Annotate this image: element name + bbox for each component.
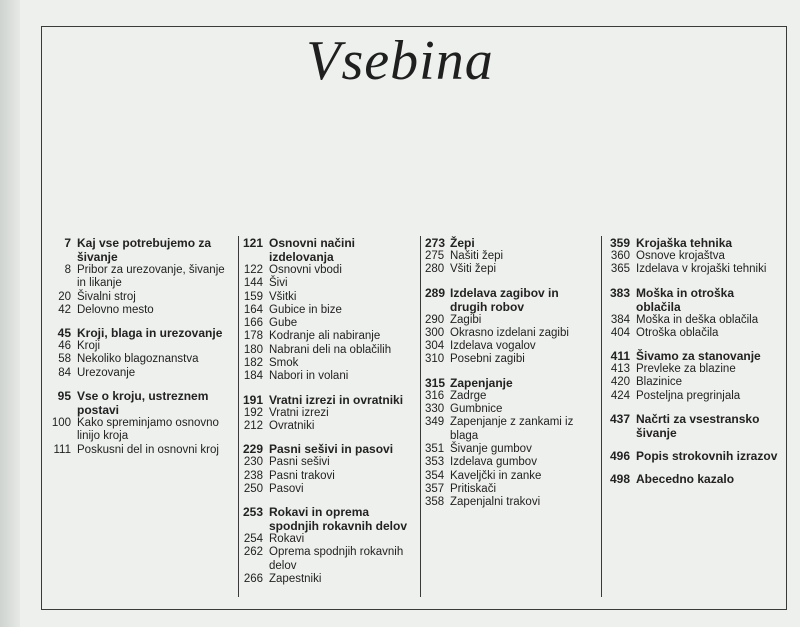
toc-entry-page: 230 (243, 456, 263, 469)
toc-entry-title: Izdelava gumbov (450, 456, 537, 469)
toc-chapter (47, 389, 225, 417)
toc-section (602, 412, 782, 440)
toc-entry-page: 349 (425, 416, 445, 429)
toc-entry-page: 353 (425, 456, 445, 469)
toc-column-4 (601, 236, 782, 597)
toc-entry-page: 178 (243, 330, 263, 343)
toc-entry-title: Osnove krojaštva (636, 250, 725, 262)
toc-entry-title: Moška in deška oblačila (636, 313, 759, 326)
toc-entry-page: 280 (425, 263, 445, 276)
toc-section (602, 349, 782, 403)
toc-entry-page: 192 (243, 406, 263, 419)
toc-entry (239, 546, 415, 573)
toc-chapter-page: 411 (610, 349, 630, 364)
toc-chapter (421, 236, 591, 250)
toc-entry-page: 404 (610, 326, 630, 339)
page-title: Vsebina (306, 30, 494, 92)
toc-entry (47, 353, 225, 366)
toc-entry-title: Posteljna pregrinjala (636, 389, 741, 402)
toc-entry-title: Zapenjalni trakovi (450, 496, 541, 509)
toc-entry-page: 384 (610, 313, 630, 326)
toc-chapter-page: 289 (425, 285, 446, 300)
toc-entry-title: Nabori in volani (269, 370, 349, 383)
toc-entry-title: Oprema spodnjih rokavnih delov (269, 546, 404, 572)
toc-entry-page: 413 (610, 363, 630, 376)
toc-entry (602, 250, 782, 263)
toc-entry-title: Prevleke za blazine (636, 363, 736, 376)
toc-entry (421, 250, 591, 263)
toc-entry-page: 111 (53, 443, 71, 456)
toc-entry-page: 262 (243, 546, 263, 559)
toc-entry (421, 314, 591, 327)
toc-entry-page: 300 (425, 326, 445, 339)
toc-section (239, 236, 415, 384)
toc-entry-title: Urezovanje (77, 366, 136, 379)
toc-entry-page: 424 (610, 389, 630, 402)
toc-entry-title: Gube (269, 317, 298, 330)
toc-entry-title: Všiti žepi (450, 263, 497, 276)
toc-entry-title: Delovno mesto (77, 303, 154, 316)
toc-entry (239, 330, 415, 343)
toc-entry-title: Zagibi (450, 313, 482, 326)
toc-chapter (47, 326, 225, 340)
toc-chapter-page: 45 (57, 326, 71, 341)
toc-entry-title: Všitki (269, 290, 297, 303)
toc-chapter (602, 286, 782, 314)
toc-entry (239, 370, 415, 383)
toc-entry (602, 327, 782, 340)
toc-column-2 (238, 236, 415, 597)
toc-entry (421, 353, 591, 366)
toc-entry (239, 420, 415, 433)
toc-chapter-page: 253 (243, 505, 264, 520)
toc-chapter-title: Pasni sešivi in pasovi (269, 442, 394, 457)
toc-entry-title: Zadrge (450, 389, 487, 402)
toc-entry-title: Zapestniki (269, 573, 322, 586)
toc-entry-page: 310 (425, 353, 445, 366)
toc-entry-title: Pribor za urezovanje, šivanje in likanje (77, 264, 225, 290)
toc-chapter-title: Zapenjanje (450, 375, 513, 390)
toc-section (239, 505, 415, 586)
toc-entry-page: 100 (51, 417, 71, 430)
toc-chapter (602, 472, 782, 486)
toc-entry-title: Smok (269, 357, 299, 370)
toc-entry-page: 212 (243, 419, 263, 432)
toc-entry-page: 266 (243, 573, 263, 586)
toc-chapter-page: 7 (64, 236, 71, 250)
toc-chapter-title: Načrti za vsestransko šivanje (636, 412, 760, 441)
toc-entry (421, 456, 591, 469)
toc-entry-page: 164 (243, 303, 263, 316)
toc-entry-page: 250 (243, 482, 263, 495)
toc-section (239, 442, 415, 496)
toc-chapter-title: Žepi (450, 236, 475, 250)
toc-chapter (602, 449, 782, 463)
toc-entry-page: 238 (243, 469, 263, 482)
toc-chapter-title: Krojaška tehnika (636, 236, 733, 250)
toc-chapter-page: 383 (609, 285, 630, 300)
toc-entry (602, 390, 782, 403)
toc-section (47, 326, 225, 380)
toc-chapter (239, 236, 415, 264)
toc-entry (602, 363, 782, 376)
toc-entry-page: 42 (58, 303, 71, 316)
toc-entry-title: Šivalni stroj (77, 290, 136, 303)
toc-entry-page: 316 (425, 389, 445, 402)
toc-entry (47, 444, 225, 457)
toc-entry (239, 357, 415, 370)
toc-chapter-title: Izdelava zagibov in drugih robov (450, 285, 559, 314)
toc-entry (239, 456, 415, 469)
toc-entry-title: Gubice in bize (269, 303, 342, 316)
toc-entry-page: 159 (243, 290, 263, 303)
toc-section (239, 393, 415, 434)
toc-entry-title: Pasovi (269, 482, 304, 495)
toc-chapter-title: Osnovni načini izdelovanja (269, 236, 356, 264)
toc-entry-page: 46 (58, 340, 71, 353)
toc-entry-title: Osnovni vbodi (269, 264, 342, 276)
toc-entry-title: Vratni izrezi (269, 406, 329, 419)
toc-entry-title: Zapenjanje z zankami iz blaga (450, 416, 574, 442)
toc-entry-page: 8 (64, 264, 71, 276)
toc-entry (602, 376, 782, 389)
toc-chapter (239, 505, 415, 533)
toc-section (47, 389, 225, 457)
toc-entry (421, 327, 591, 340)
toc-chapter-title: Kroji, blaga in urezovanje (77, 326, 223, 341)
toc-chapter-title: Kaj vse potrebujemo za šivanje (77, 236, 212, 264)
toc-entry-page: 84 (58, 366, 71, 379)
toc-entry-title: Okrasno izdelani zagibi (450, 326, 569, 339)
toc-chapter (239, 442, 415, 456)
toc-section (47, 236, 225, 317)
toc-entry (239, 277, 415, 290)
toc-chapter-title: Vratni izrezi in ovratniki (269, 392, 404, 407)
toc-entry (421, 403, 591, 416)
toc-chapter-page: 437 (609, 412, 630, 427)
toc-entry (239, 483, 415, 496)
toc-entry (47, 264, 225, 291)
toc-chapter-page: 229 (243, 442, 264, 457)
toc-entry-page: 290 (425, 313, 445, 326)
toc-entry-title: Posebni zagibi (450, 353, 525, 366)
toc-entry-page: 166 (243, 317, 263, 330)
toc-entry-page: 144 (243, 277, 263, 290)
toc-entry (239, 264, 415, 277)
toc-entry (47, 304, 225, 317)
toc-section (421, 236, 591, 277)
toc-entry-page: 358 (425, 496, 445, 509)
toc-entry-page: 304 (425, 340, 445, 353)
toc-chapter (602, 349, 782, 363)
toc-chapter-page: 121 (243, 236, 264, 250)
toc-entry-page: 275 (425, 250, 445, 262)
toc-section (421, 376, 591, 510)
toc-entry (239, 470, 415, 483)
toc-entry-title: Blazinice (636, 376, 683, 389)
toc-entry-title: Gumbnice (450, 403, 503, 416)
toc-entry (602, 263, 782, 276)
toc-chapter (47, 236, 225, 264)
toc-section (602, 472, 782, 486)
toc-entry-page: 184 (243, 370, 263, 383)
toc-chapter-title: Vse o kroju, ustreznem postavi (77, 389, 209, 418)
toc-entry (47, 367, 225, 380)
toc-entry-title: Šivanje gumbov (450, 442, 532, 455)
toc-entry-title: Kroji (77, 340, 101, 353)
toc-chapter (421, 376, 591, 390)
toc-entry (239, 407, 415, 420)
toc-entry (239, 291, 415, 304)
toc-entry-page: 420 (610, 376, 630, 389)
toc-chapter (602, 412, 782, 440)
toc-entry (421, 416, 591, 443)
toc-entry (239, 317, 415, 330)
toc-chapter (602, 236, 782, 250)
toc-entry-title: Kodranje ali nabiranje (269, 330, 381, 343)
toc-chapter-page: 359 (609, 236, 630, 250)
toc-entry-page: 354 (425, 469, 445, 482)
toc-chapter-title: Šivamo za stanovanje (636, 349, 761, 364)
toc-entry (421, 470, 591, 483)
toc-chapter-title: Popis strokovnih izrazov (636, 449, 778, 464)
toc-chapter-title: Rokavi in oprema spodnjih rokavnih delov (269, 505, 408, 534)
toc-chapter-page: 315 (425, 375, 446, 390)
toc-entry-title: Otroška oblačila (636, 326, 719, 339)
toc-chapter-page: 273 (425, 236, 446, 250)
toc-chapter-page: 95 (57, 389, 71, 404)
toc-entry-title: Izdelava v krojaški tehniki (636, 263, 767, 276)
toc-entry-page: 180 (243, 343, 263, 356)
toc-entry-title: Kaveljčki in zanke (450, 469, 542, 482)
toc-entry (47, 417, 225, 444)
toc-chapter-page: 496 (609, 449, 630, 464)
toc-entry-page: 20 (58, 290, 71, 303)
page-edge (0, 0, 20, 627)
toc-entry-title: Pasni sešivi (269, 456, 330, 469)
toc-chapter-title: Moška in otroška oblačila (636, 285, 735, 314)
toc-entry (421, 340, 591, 353)
toc-section (602, 449, 782, 463)
toc-entry-page: 58 (58, 353, 71, 366)
toc-entry-title: Našiti žepi (450, 250, 504, 262)
toc-entry (239, 344, 415, 357)
toc-chapter-title: Abecedno kazalo (636, 472, 735, 487)
toc-section (602, 236, 782, 277)
toc-chapter-page: 191 (243, 392, 264, 407)
toc-column-3 (420, 236, 591, 597)
toc-entry (239, 533, 415, 546)
toc-entry-title: Nabrani deli na oblačilih (269, 343, 392, 356)
toc-entry-title: Rokavi (269, 533, 305, 546)
toc-entry-page: 122 (243, 264, 263, 276)
toc-entry-title: Ovratniki (269, 419, 315, 432)
toc-entry-page: 351 (425, 442, 445, 455)
toc-entry (47, 291, 225, 304)
toc-entry-title: Poskusni del in osnovni kroj (77, 443, 219, 456)
toc-entry-title: Izdelava vogalov (450, 340, 536, 353)
toc-entry-page: 182 (243, 357, 263, 370)
toc-entry-page: 330 (425, 403, 445, 416)
toc-entry-page: 365 (610, 263, 630, 276)
toc-entry (239, 573, 415, 586)
toc-entry-page: 360 (610, 250, 630, 262)
toc-entry (421, 443, 591, 456)
toc-entry (602, 314, 782, 327)
toc-entry-page: 357 (425, 482, 445, 495)
toc-entry (421, 263, 591, 276)
toc-section (602, 286, 782, 341)
toc-section (421, 286, 591, 367)
toc-entry (47, 340, 225, 353)
toc-entry-title: Nekoliko blagoznanstva (77, 353, 199, 366)
toc-entry (421, 483, 591, 496)
toc-entry-title: Kako spreminjamo osnovno linijo kroja (77, 417, 219, 443)
toc-entry (421, 496, 591, 509)
toc-entry (239, 304, 415, 317)
toc-entry-title: Šivi (269, 277, 288, 290)
toc-entry-page: 254 (243, 533, 263, 546)
toc-chapter (239, 393, 415, 407)
toc-entry (421, 390, 591, 403)
toc-entry-title: Pasni trakovi (269, 469, 335, 482)
toc-entry-title: Pritiskači (450, 482, 497, 495)
toc-column-1 (47, 236, 225, 597)
toc-chapter (421, 286, 591, 314)
toc-chapter-page: 498 (609, 472, 630, 487)
